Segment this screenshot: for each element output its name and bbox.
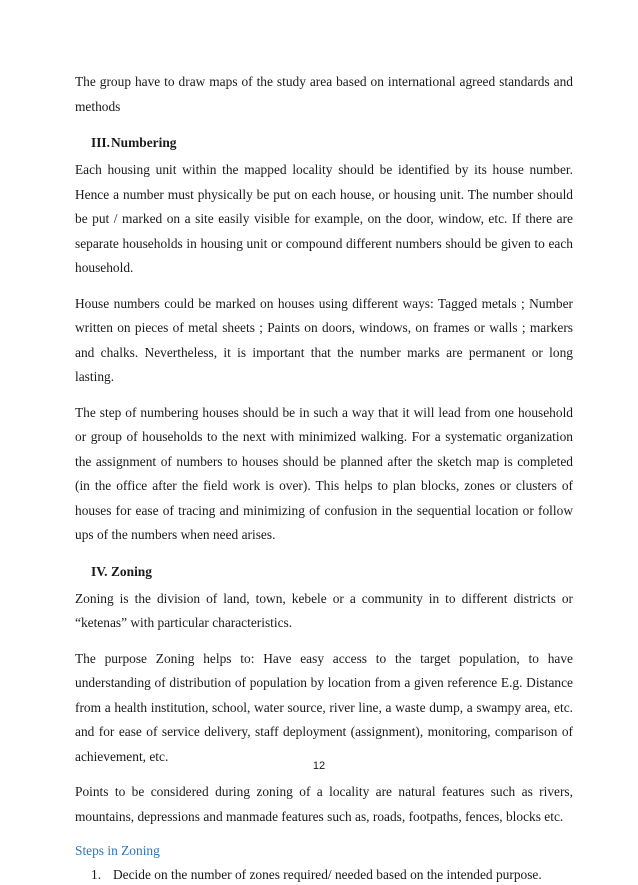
heading-title: Numbering: [111, 135, 177, 150]
paragraph-zoning-2: The purpose Zoning helps to: Have easy access to the target population, to have understanding of distribution of population by location from a given reference E.g. Distance from a health institution, school, water source, river line, a waste dump, a swampy area, etc. and for ease of service delivery, staff deployment (assignment), monitoring, comparison of achievement, etc.: [75, 650, 573, 764]
subheading-steps-in-zoning: Steps in Zoning: [75, 843, 160, 858]
paragraph-maps: The group have to draw maps of the study area based on international agreed standards and methods: [75, 74, 573, 114]
heading-number: III.: [91, 135, 110, 150]
heading-zoning: [91, 562, 573, 582]
heading-number: IV.: [91, 563, 108, 579]
list-item: [91, 865, 573, 885]
list-item-number: 1.: [91, 867, 102, 882]
list-item-text: Decide on the number of zones required/ needed based on the intended purpose.: [113, 867, 542, 882]
heading-numbering: [91, 133, 573, 153]
page-number: 12: [312, 760, 326, 772]
paragraph-numbering-3: The step of numbering houses should be in such a way that it will lead from one household or group of households to the next with minimized walking. For a systematic organization the assignment of numbers to houses should be planned after the sketch map is completed (in the office after the field work is over). This helps to plan blocks, zones or clusters of houses for ease of tracing and minimizing of confusion in the sequential location or follow ups of the numbers when need arises.: [75, 404, 573, 542]
paragraph-zoning-3: Points to be considered during zoning of a locality are natural features such as rivers, mountains, depressions and manmade features such as, roads, footpaths, fences, blocks etc.: [75, 784, 573, 824]
paragraph-numbering-2: House numbers could be marked on houses using different ways: Tagged metals ; Number written on pieces of metal sheets ; Paints on doors, windows, on frames or walls ; markers and chalks. Nevertheless, it is important that the number marks are permanent or long lasting.: [75, 295, 573, 384]
paragraph-zoning-1: Zoning is the division of land, town, kebele or a community in to different districts or “ketenas” with particular characteristics.: [75, 590, 573, 630]
heading-title: Zoning: [111, 563, 152, 579]
paragraph-numbering-1: Each housing unit within the mapped locality should be identified by its house number. Hence a number must physically be put on each house, or housing unit. The number should be put / marked on a site easily visible for example, on the door, window, etc. If there are separate households in housing unit or compound different numbers should be given to each household.: [75, 162, 573, 275]
